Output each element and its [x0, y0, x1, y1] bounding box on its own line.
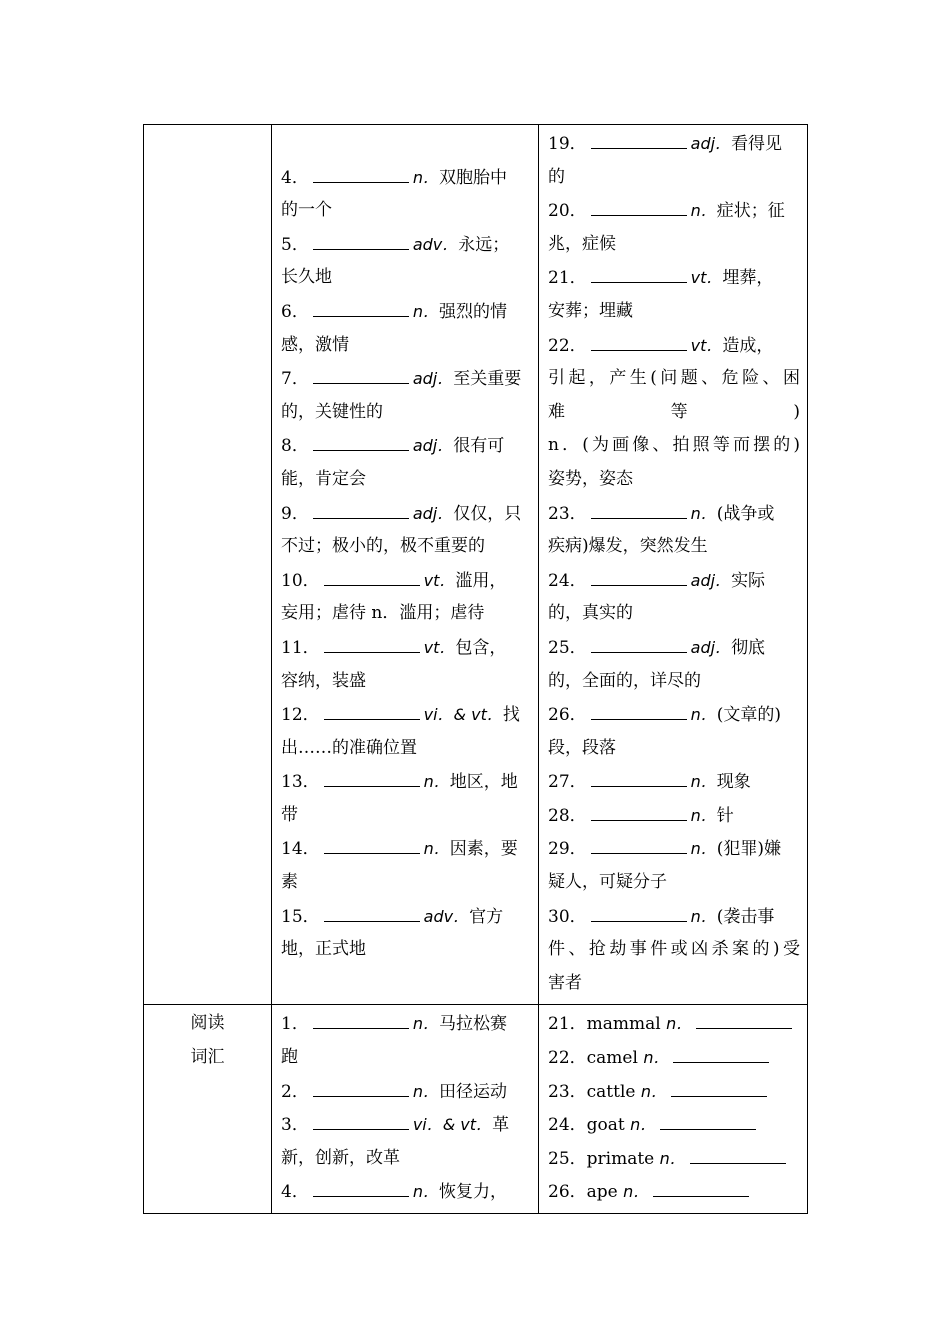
entry-number: 29． — [548, 839, 587, 860]
part-of-speech: n． — [640, 1081, 668, 1101]
entry-line — [281, 665, 531, 699]
english-word: cattle — [586, 1081, 636, 1102]
definition-text: 很有可 — [453, 436, 505, 457]
entry-line — [281, 295, 531, 329]
part-of-speech: n． — [690, 906, 717, 926]
entry-number: 5． — [281, 234, 309, 255]
answer-blank[interactable] — [591, 906, 687, 922]
entry-line — [548, 329, 800, 363]
entry-line — [281, 631, 531, 665]
definition-text: 滥用， — [455, 570, 507, 591]
entry-line — [548, 161, 800, 195]
entry-line — [548, 295, 800, 329]
part-of-speech: adj． — [412, 436, 454, 456]
definition-text: 双胞胎中 — [438, 167, 507, 188]
definition-text: 的，全面的，详尽的 — [548, 670, 701, 691]
answer-blank[interactable] — [313, 234, 409, 250]
entry-line — [548, 967, 800, 1001]
entry-line — [548, 1041, 800, 1075]
answer-blank[interactable] — [313, 1114, 409, 1130]
entry-number: 22． — [548, 335, 587, 356]
answer-blank[interactable] — [591, 771, 687, 787]
table-row — [144, 125, 808, 1005]
definition-text: 地区，地 — [449, 772, 518, 793]
part-of-speech: n． — [690, 201, 717, 221]
answer-blank[interactable] — [324, 704, 420, 720]
answer-blank[interactable] — [324, 771, 420, 787]
entry-line — [548, 799, 800, 833]
entry-number: 2． — [281, 1081, 309, 1102]
entry-line — [548, 631, 800, 665]
part-of-speech: n． — [666, 1014, 693, 1034]
definition-text: 难等) — [548, 401, 800, 422]
entry-number: 4． — [281, 167, 309, 188]
part-of-speech: n． — [623, 1182, 650, 1202]
entry-line — [281, 1142, 531, 1176]
vocabulary-table — [143, 124, 808, 1214]
right-column-list — [539, 125, 807, 1004]
definition-text: 找 — [502, 705, 520, 726]
entry-line — [548, 396, 800, 430]
right-column-cell — [539, 125, 808, 1005]
part-of-speech: adj． — [690, 637, 732, 657]
entry-number: 25． — [548, 637, 587, 658]
definition-text: 仅仅，只 — [453, 503, 522, 524]
entry-line — [281, 564, 531, 598]
entry-line — [548, 530, 800, 564]
entry-line — [548, 732, 800, 766]
definition-text: (战争或 — [716, 503, 775, 524]
entry-line — [281, 429, 531, 463]
entry-line — [548, 765, 800, 799]
part-of-speech: n． — [423, 772, 450, 792]
entry-number: 4． — [281, 1182, 309, 1203]
entry-line — [281, 1175, 531, 1209]
middle-column-list — [272, 1005, 538, 1213]
definition-text: 的，关键性的 — [281, 401, 383, 422]
entry-line — [281, 832, 531, 866]
entry-line — [281, 463, 531, 497]
entry-number: 19． — [548, 134, 587, 154]
entry-number: 30． — [548, 906, 587, 927]
answer-blank[interactable] — [671, 1081, 767, 1097]
definition-text: 出……的准确位置 — [281, 737, 417, 758]
answer-blank[interactable] — [591, 805, 687, 821]
definition-text: 能，肯定会 — [281, 468, 366, 489]
definition-text: 妄用；虐待 n．滥用；虐待 — [281, 603, 485, 624]
definition-text: 安葬；埋藏 — [548, 300, 633, 321]
entry-number: 8． — [281, 436, 309, 457]
definition-text: 恢复力， — [438, 1182, 507, 1203]
entry-line — [548, 429, 800, 463]
definition-text: 的一个 — [281, 200, 332, 221]
definition-text: 包含， — [455, 637, 507, 658]
entry-line — [281, 933, 531, 967]
answer-blank[interactable] — [660, 1114, 756, 1130]
section-title — [144, 1005, 271, 1074]
entry-number: 27． — [548, 772, 587, 793]
definition-text: 马拉松赛 — [438, 1014, 507, 1035]
section-label-cell — [144, 1005, 272, 1214]
answer-blank[interactable] — [653, 1181, 749, 1197]
entry-number: 11． — [281, 637, 320, 658]
answer-blank[interactable] — [591, 335, 687, 351]
answer-blank[interactable] — [324, 906, 420, 922]
definition-text: (文章的) — [716, 705, 782, 726]
entry-line — [548, 1108, 800, 1142]
entry-number: 26． — [548, 1182, 587, 1203]
part-of-speech: adv． — [412, 234, 459, 254]
entry-line — [548, 194, 800, 228]
definition-text: 素 — [281, 872, 298, 893]
entry-number: 9． — [281, 503, 309, 524]
empty-line — [281, 127, 531, 161]
entry-line — [548, 261, 800, 295]
english-word: camel — [586, 1048, 638, 1069]
entry-number: 13． — [281, 772, 320, 793]
entry-number: 24． — [548, 570, 587, 591]
answer-blank[interactable] — [591, 838, 687, 854]
answer-blank[interactable] — [313, 503, 409, 519]
definition-text: 看得见 — [731, 134, 783, 154]
entry-number: 15． — [281, 906, 320, 927]
entry-line — [281, 228, 531, 262]
answer-blank[interactable] — [673, 1047, 769, 1063]
entry-number: 26． — [548, 705, 587, 726]
definition-text: 带 — [281, 804, 298, 825]
definition-text: 埋葬， — [722, 268, 774, 289]
answer-blank[interactable] — [591, 637, 687, 653]
entry-line — [281, 194, 531, 228]
entry-number: 14． — [281, 839, 320, 860]
definition-text: 的 — [548, 166, 565, 187]
definition-text: 感，激情 — [281, 334, 349, 355]
part-of-speech: adj． — [412, 369, 454, 389]
answer-blank[interactable] — [591, 267, 687, 283]
definition-text: 长久地 — [281, 267, 332, 288]
entry-line — [548, 564, 800, 598]
part-of-speech: vi．& vt． — [423, 705, 503, 725]
answer-blank[interactable] — [313, 167, 409, 183]
entry-number: 23． — [548, 1081, 587, 1102]
part-of-speech: adj． — [690, 134, 732, 153]
part-of-speech: vt． — [423, 637, 456, 657]
entry-line — [548, 1075, 800, 1109]
entry-line — [548, 1142, 800, 1176]
part-of-speech: adj． — [412, 503, 454, 523]
entry-line — [281, 497, 531, 531]
entry-line — [281, 799, 531, 833]
entry-number: 21． — [548, 268, 587, 289]
answer-blank[interactable] — [591, 133, 687, 149]
answer-blank[interactable] — [324, 637, 420, 653]
section-title-line: 阅读 — [190, 1013, 225, 1034]
definition-text: 官方 — [469, 906, 504, 927]
part-of-speech: n． — [690, 772, 717, 792]
entry-number: 22． — [548, 1048, 587, 1069]
answer-blank[interactable] — [591, 704, 687, 720]
entry-line — [548, 665, 800, 699]
entry-number: 10． — [281, 570, 320, 591]
middle-column-list — [272, 125, 538, 971]
entry-line — [281, 396, 531, 430]
answer-blank[interactable] — [591, 200, 687, 216]
entry-line — [548, 497, 800, 531]
entry-line — [281, 1007, 531, 1041]
answer-blank[interactable] — [696, 1013, 792, 1029]
entry-line — [281, 1075, 531, 1109]
definition-text: n．(为画像、拍照等而摆的) — [548, 435, 800, 456]
definition-text: 疑人，可疑分子 — [548, 872, 667, 893]
section-title-line: 词汇 — [190, 1047, 225, 1068]
part-of-speech: vt． — [690, 335, 723, 355]
answer-blank[interactable] — [690, 1148, 786, 1164]
part-of-speech: n． — [690, 705, 717, 725]
right-column-list — [539, 1005, 807, 1213]
entry-line — [281, 1108, 531, 1142]
entry-number: 24． — [548, 1115, 587, 1136]
answer-blank[interactable] — [313, 1013, 409, 1029]
answer-blank[interactable] — [313, 1081, 409, 1097]
entry-line — [548, 362, 800, 396]
entry-line — [548, 228, 800, 262]
definition-text: 害者 — [548, 972, 582, 993]
entry-number: 28． — [548, 805, 587, 826]
part-of-speech: n． — [690, 503, 717, 523]
definition-text: 跑 — [281, 1047, 298, 1068]
part-of-speech: vi．& vt． — [412, 1115, 493, 1135]
entry-line — [548, 866, 800, 900]
entry-line — [548, 597, 800, 631]
part-of-speech: adj． — [690, 570, 732, 590]
definition-text: 针 — [716, 805, 734, 826]
answer-blank[interactable] — [324, 838, 420, 854]
definition-text: 姿势，姿态 — [548, 468, 633, 489]
entry-line — [281, 765, 531, 799]
entry-number: 25． — [548, 1148, 587, 1169]
definition-text: 容纳，装盛 — [281, 670, 366, 691]
part-of-speech: n． — [690, 839, 717, 859]
middle-column-cell — [272, 125, 539, 1005]
definition-text: 强烈的情 — [438, 301, 507, 322]
answer-blank[interactable] — [313, 368, 409, 384]
definition-text: 至关重要 — [453, 369, 522, 390]
english-word: mammal — [586, 1014, 661, 1035]
entry-line — [281, 362, 531, 396]
part-of-speech: n． — [412, 1081, 439, 1101]
definition-text: 新，创新，改革 — [281, 1147, 400, 1168]
entry-line — [281, 329, 531, 363]
right-column-cell — [539, 1005, 808, 1214]
definition-text: 现象 — [716, 772, 751, 793]
definition-text: 引起，产生(问题、危险、困 — [548, 368, 800, 389]
entry-number: 1． — [281, 1014, 309, 1035]
definition-text: 造成， — [722, 335, 774, 356]
definition-text: 疾病)爆发，突然发生 — [548, 536, 708, 557]
entry-line — [281, 261, 531, 295]
entry-line — [281, 866, 531, 900]
entry-number: 7． — [281, 369, 309, 390]
part-of-speech: n． — [412, 167, 439, 187]
part-of-speech: n． — [412, 301, 439, 321]
part-of-speech: n． — [423, 839, 450, 859]
part-of-speech: adv． — [423, 906, 470, 926]
english-word: primate — [586, 1148, 655, 1169]
part-of-speech: n． — [659, 1148, 686, 1168]
definition-text: 症状；征 — [716, 201, 785, 222]
middle-column-cell — [272, 1005, 539, 1214]
entry-line — [548, 1007, 800, 1041]
definition-text: 兆，症候 — [548, 233, 616, 254]
entry-line — [548, 900, 800, 934]
entry-line — [548, 1175, 800, 1209]
answer-blank[interactable] — [591, 503, 687, 519]
entry-line — [281, 597, 531, 631]
definition-text: 件、抢劫事件或凶杀案的)受 — [548, 939, 800, 960]
definition-text: 革 — [492, 1115, 510, 1136]
entry-line — [281, 161, 531, 195]
definition-text: 田径运动 — [438, 1081, 507, 1102]
part-of-speech: n． — [412, 1182, 439, 1202]
table-row — [144, 1005, 808, 1214]
entry-line — [548, 463, 800, 497]
definition-text: 段，段落 — [548, 737, 616, 758]
entry-number: 3． — [281, 1115, 309, 1136]
entry-line — [281, 732, 531, 766]
entry-number: 6． — [281, 301, 309, 322]
entry-line — [548, 933, 800, 967]
definition-text: 不过；极小的，极不重要的 — [281, 536, 485, 557]
entry-line — [281, 1041, 531, 1075]
part-of-speech: vt． — [690, 268, 723, 288]
answer-blank[interactable] — [324, 570, 420, 586]
section-label-cell — [144, 125, 272, 1005]
answer-blank[interactable] — [313, 301, 409, 317]
definition-text: 的，真实的 — [548, 603, 633, 624]
entry-number: 23． — [548, 503, 587, 524]
entry-line — [548, 832, 800, 866]
definition-text: 实际 — [731, 570, 766, 591]
part-of-speech: n． — [630, 1115, 657, 1135]
entry-line — [281, 698, 531, 732]
entry-number: 12． — [281, 705, 320, 726]
definition-text: 地，正式地 — [281, 939, 366, 960]
entry-line — [548, 698, 800, 732]
entry-line — [548, 127, 800, 161]
entry-line — [281, 900, 531, 934]
definition-text: (犯罪)嫌 — [716, 839, 782, 860]
definition-text: 因素，要 — [449, 839, 518, 860]
part-of-speech: vt． — [423, 570, 456, 590]
english-word: goat — [586, 1115, 625, 1136]
english-word: ape — [586, 1182, 618, 1203]
answer-blank[interactable] — [313, 435, 409, 451]
part-of-speech: n． — [412, 1014, 439, 1034]
part-of-speech: n． — [643, 1048, 670, 1068]
answer-blank[interactable] — [313, 1181, 409, 1197]
definition-text: (袭击事 — [716, 906, 775, 927]
definition-text: 彻底 — [731, 637, 766, 658]
part-of-speech: n． — [690, 805, 717, 825]
entry-line — [281, 530, 531, 564]
entry-number: 21． — [548, 1014, 587, 1035]
answer-blank[interactable] — [591, 570, 687, 586]
definition-text: 永远； — [458, 234, 510, 255]
entry-number: 20． — [548, 201, 587, 222]
